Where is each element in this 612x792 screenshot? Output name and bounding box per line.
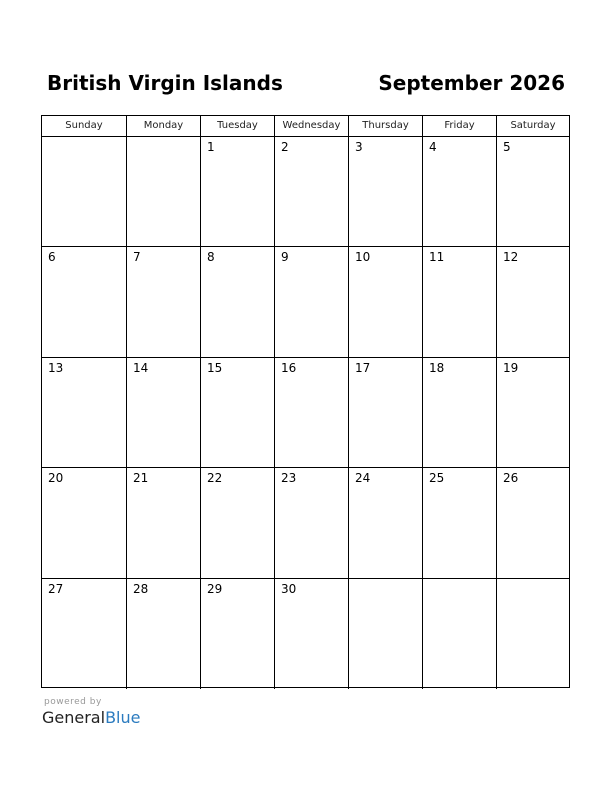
generalblue-logo[interactable] <box>42 708 140 727</box>
day-cell: 25 <box>423 468 497 577</box>
day-cell: 7 <box>127 247 201 356</box>
week-row <box>42 358 569 468</box>
weekday-label: Saturday <box>510 120 556 131</box>
day-cell <box>127 137 201 246</box>
powered-by-text: powered by <box>44 697 102 707</box>
week-row <box>42 247 569 357</box>
day-cell: 16 <box>275 358 349 467</box>
weekday-label: Sunday <box>42 116 127 136</box>
day-cell: 13 <box>42 358 127 467</box>
weekday-label: Wednesday <box>275 116 349 136</box>
logo-blue-text: Blue <box>105 708 141 727</box>
day-cell: 23 <box>275 468 349 577</box>
week-row <box>42 468 569 578</box>
weekday-header-row <box>42 116 569 137</box>
day-cell: 17 <box>349 358 423 467</box>
day-cell: 11 <box>423 247 497 356</box>
day-cell: 18 <box>423 358 497 467</box>
day-cell <box>42 137 127 246</box>
weekday-label: Friday <box>423 116 497 136</box>
country-title: British Virgin Islands <box>47 71 283 95</box>
day-cell: 19 <box>503 360 519 375</box>
day-cell: 8 <box>201 247 275 356</box>
calendar-grid <box>41 115 570 688</box>
day-cell: 3 <box>349 137 423 246</box>
day-cell: 29 <box>201 579 275 689</box>
day-cell: 27 <box>42 579 127 689</box>
day-cell: 2 <box>275 137 349 246</box>
week-row <box>42 579 569 689</box>
day-cell: 1 <box>201 137 275 246</box>
day-cell: 24 <box>349 468 423 577</box>
day-cell: 22 <box>201 468 275 577</box>
day-cell: 4 <box>423 137 497 246</box>
day-cell: 9 <box>275 247 349 356</box>
day-cell <box>497 579 569 689</box>
weekday-label: Thursday <box>349 116 423 136</box>
weekday-label: Tuesday <box>201 116 275 136</box>
day-cell: 21 <box>127 468 201 577</box>
weekday-label: Monday <box>127 116 201 136</box>
month-year-title: September 2026 <box>378 71 565 95</box>
day-cell: 14 <box>127 358 201 467</box>
week-row <box>42 137 569 247</box>
day-cell: 10 <box>349 247 423 356</box>
day-cell: 15 <box>201 358 275 467</box>
day-cell <box>423 579 497 689</box>
day-cell: 5 <box>503 140 511 154</box>
day-cell: 26 <box>503 471 519 486</box>
day-cell <box>349 579 423 689</box>
day-cell: 30 <box>275 579 349 689</box>
day-cell: 12 <box>503 250 519 265</box>
logo-general-text: General <box>42 708 106 727</box>
day-cell: 28 <box>127 579 201 689</box>
day-cell: 20 <box>42 468 127 577</box>
day-cell: 6 <box>42 247 127 356</box>
